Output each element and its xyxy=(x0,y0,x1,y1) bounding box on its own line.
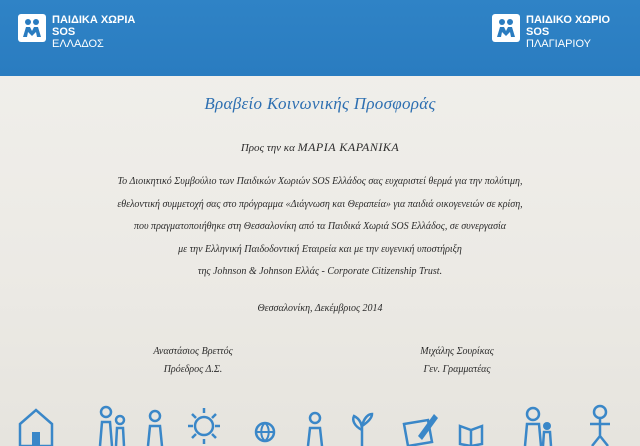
signature-secretary xyxy=(392,343,522,379)
house-icon xyxy=(16,396,56,446)
family-icon xyxy=(92,396,132,446)
body-line: εθελοντική συμμετοχή σας στο πρόγραμμα «Διάγνωση και Θεραπεία» για παιδιά οικογενειών σε κρίση, xyxy=(117,198,523,210)
signature-role: Γεν. Γραμματέας xyxy=(423,364,491,375)
recipient-prefix: Προς την κα xyxy=(240,142,295,154)
body-text xyxy=(40,171,600,284)
book-icon xyxy=(456,396,486,446)
signature-name: Μιχάλης Σουρίκας xyxy=(420,346,494,357)
signature-role: Πρόεδρος Δ.Σ. xyxy=(163,364,223,375)
pencil-paper-icon xyxy=(400,396,440,446)
recipient-line xyxy=(0,140,640,155)
body-line: που πραγματοποιήθηκε στη Θεσσαλονίκη από τα Παιδικά Χωριά SOS Ελλάδος, σε συνεργασία xyxy=(133,221,507,232)
sos-greece-logo xyxy=(18,14,135,50)
figure-icon xyxy=(582,396,618,446)
sos-children-icon xyxy=(18,14,46,42)
body-line: Το Διοικητικό Συμβούλιο των Παιδικών Χωριών SOS Ελλάδος σας ευχαριστεί θερμά για την πολύτιμη, xyxy=(117,176,523,187)
sos-children-icon xyxy=(492,14,520,42)
recipient-name: ΜΑΡΙΑ ΚΑΡΑΝΙΚΑ xyxy=(297,140,400,154)
people-icon xyxy=(520,396,556,446)
header-band xyxy=(0,0,640,76)
logo-line-2: SOS xyxy=(52,26,76,38)
logo-line-1: ΠΑΙΔΙΚΟ ΧΩΡΙΟ xyxy=(526,14,611,26)
plant-icon xyxy=(344,396,380,446)
sos-plagiari-logo xyxy=(492,14,610,50)
place-date: Θεσσαλονίκη, Δεκέμβριος 2014 xyxy=(257,303,383,314)
sun-icon xyxy=(184,396,224,446)
child-icon xyxy=(300,396,330,446)
footer-illustrations xyxy=(0,396,640,446)
signature-president xyxy=(128,343,258,379)
body-line: της Johnson & Johnson Ελλάς - Corporate Citizenship Trust. xyxy=(197,266,443,277)
globe-icon xyxy=(250,396,280,446)
logo-line-3: ΕΛΛΑΔΟΣ xyxy=(52,38,104,50)
certificate-title: Βραβείο Κοινωνικής Προσφοράς xyxy=(204,94,436,113)
signature-name: Αναστάσιος Βρεττός xyxy=(153,346,233,357)
logo-line-1: ΠΑΙΔΙΚΑ ΧΩΡΙΑ xyxy=(52,14,136,26)
child-icon xyxy=(140,396,170,446)
logo-line-3: ΠΛΑΓΙΑΡΙΟΥ xyxy=(526,38,592,50)
body-line: με την Ελληνική Παιδοδοντική Εταιρεία και με την ευγενική υποστήριξη xyxy=(178,243,462,255)
logo-line-2: SOS xyxy=(526,26,550,38)
